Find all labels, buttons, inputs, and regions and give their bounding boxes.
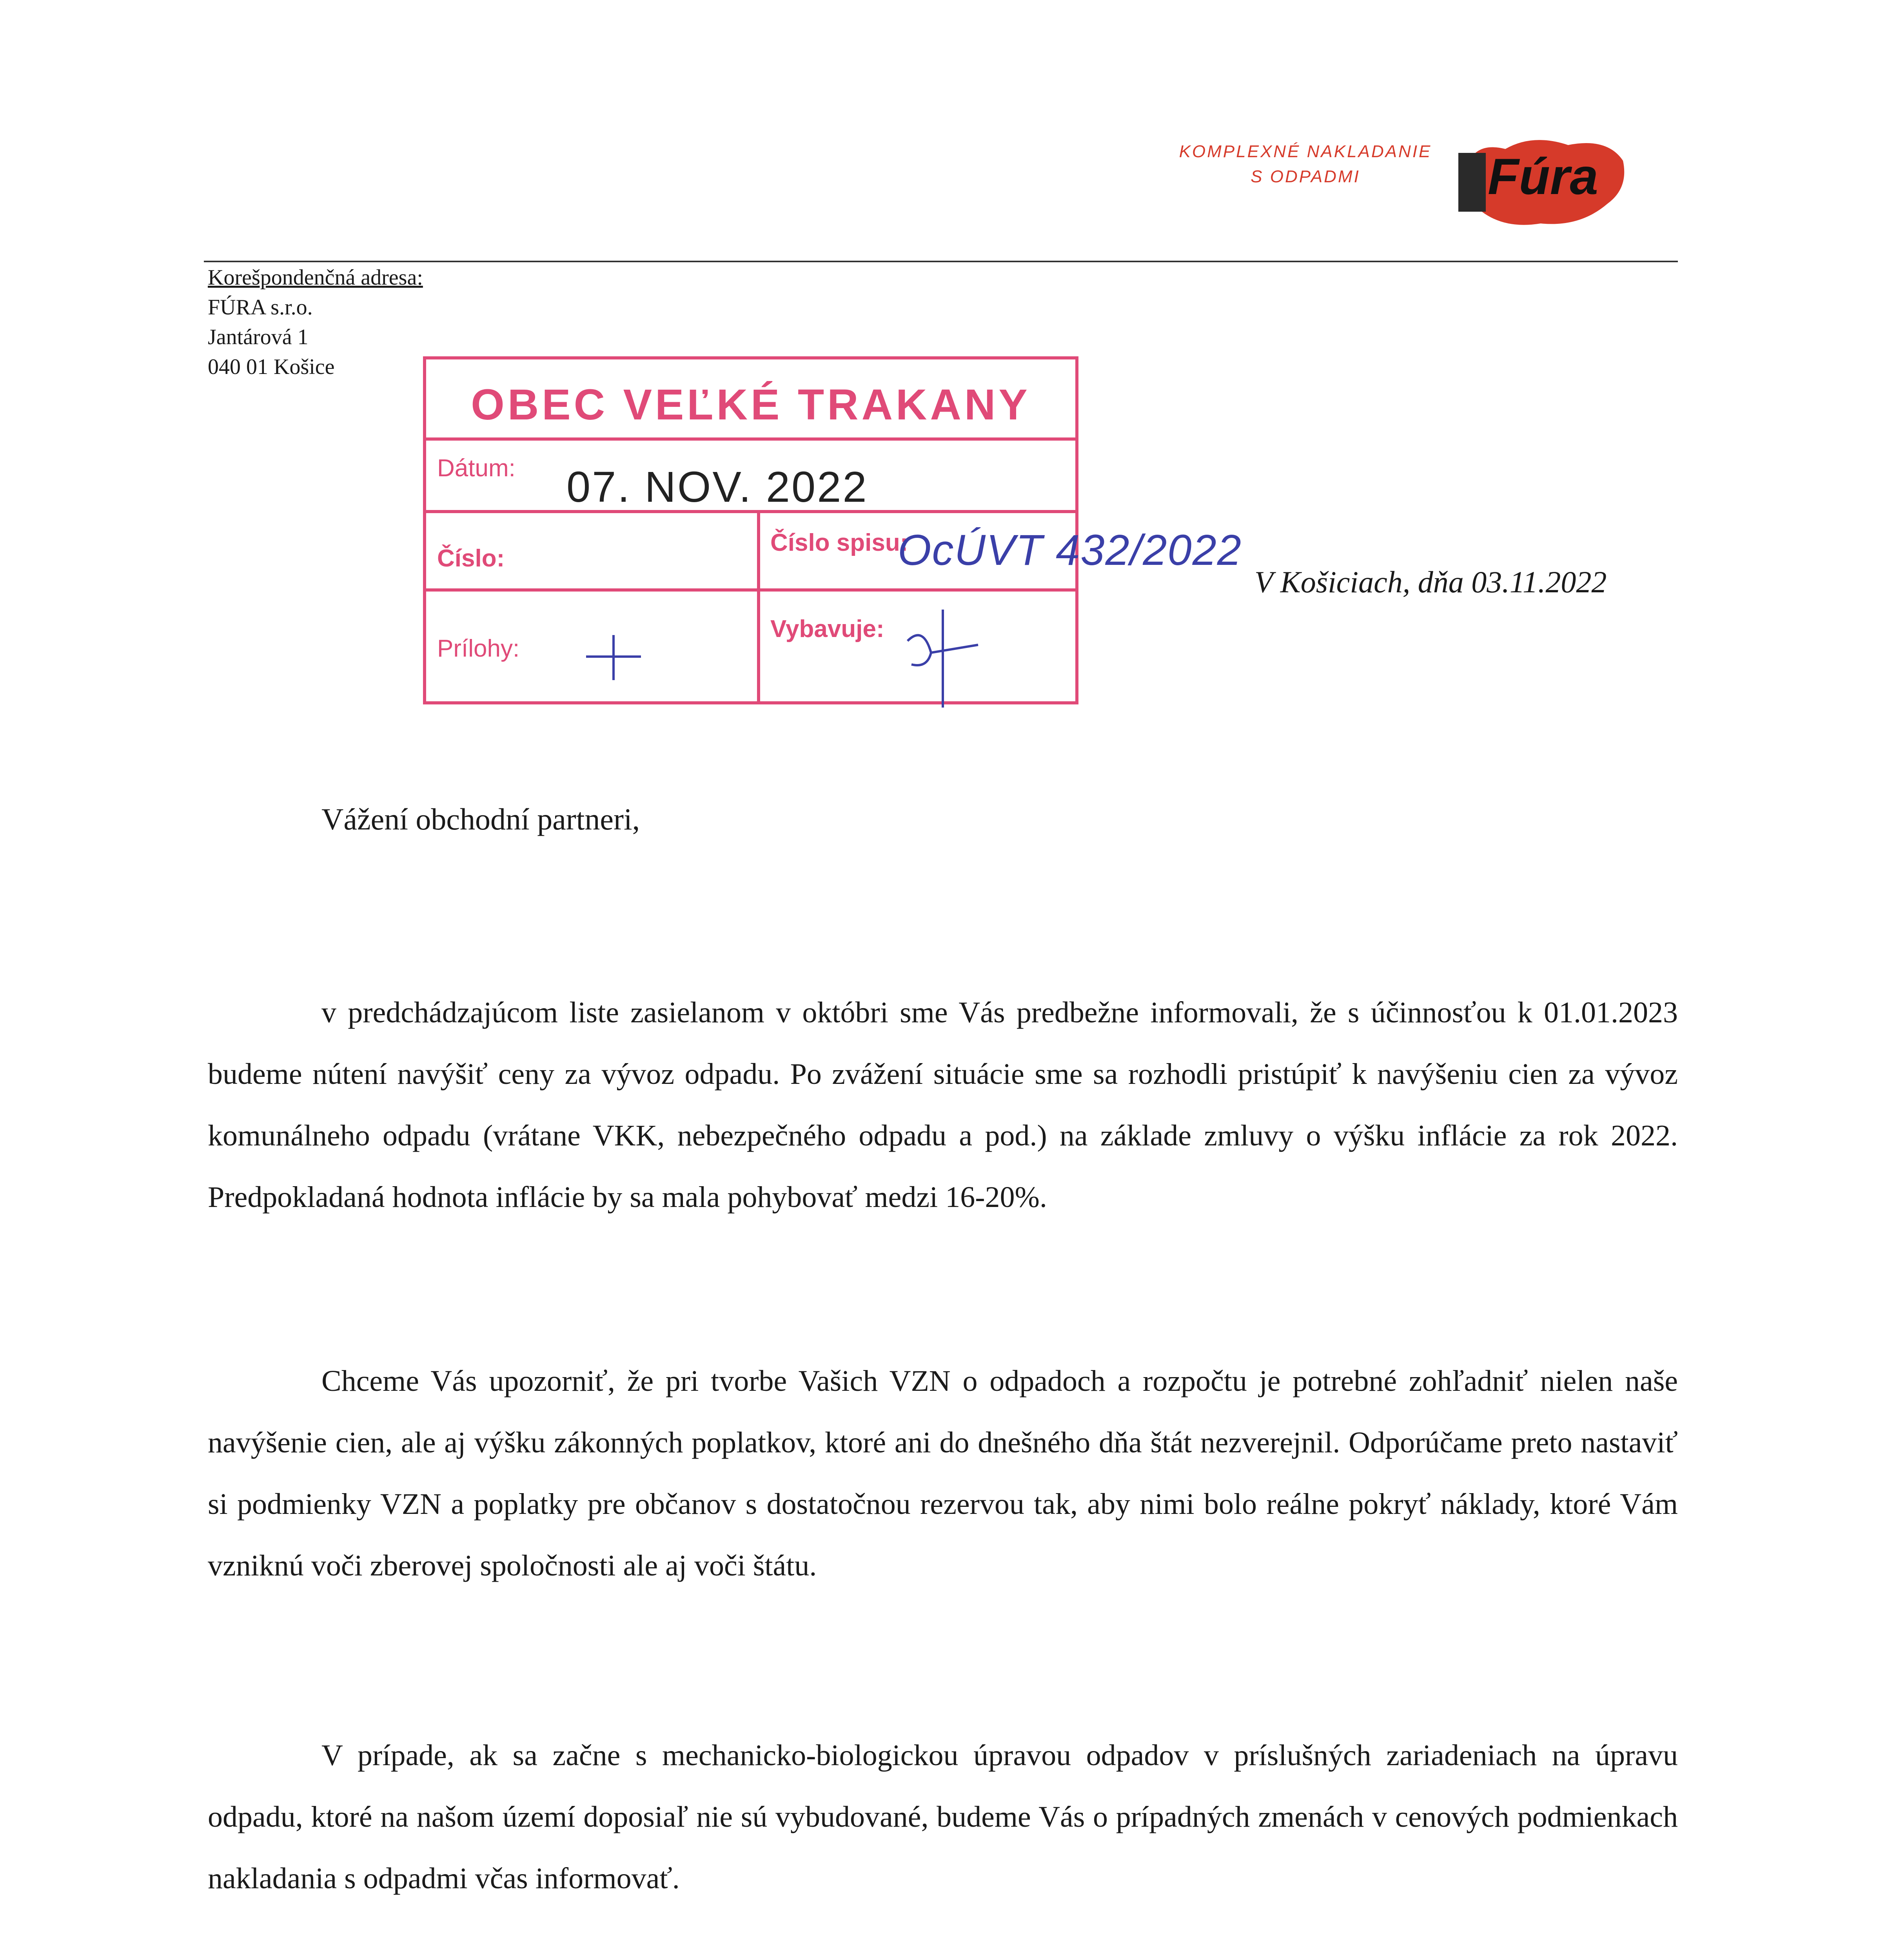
stamp-title: OBEC VEĽKÉ TRAKANY bbox=[471, 381, 1031, 429]
handwritten-file-number: OcÚVT 432/2022 bbox=[898, 526, 1242, 574]
stamp-file-label: Číslo spisu: bbox=[770, 529, 908, 556]
stamp-number-label: Číslo: bbox=[437, 545, 505, 572]
company-logo bbox=[1450, 125, 1631, 235]
logo-brand-text: Fúra bbox=[1488, 148, 1598, 205]
address-label: Korešpondenčná adresa: bbox=[208, 265, 423, 290]
logo-slogan-line2: S ODPADMI bbox=[1251, 167, 1360, 186]
body-paragraph-1: v predchádzajúcom liste zasielanom v októbri sme Vás predbežne informovali, že s účinnosťou k 01.01.2023 budeme nútení navýšiť ceny za vývoz odpadu. Po zvážení situácie sme sa rozhodli pristúpiť k navýšeniu cien za vývoz komunálneho odpadu (vrátane VKK, nebezpečného odpadu a pod.) na základe zmluvy o výšku inflácie za rok 2022. Predpokladaná hodnota inflácie by sa mala pohybovať medzi 16-20%. bbox=[208, 996, 1678, 1214]
header-divider bbox=[204, 261, 1678, 262]
address-company: FÚRA s.r.o. bbox=[208, 295, 313, 319]
logo-slogan-line1: KOMPLEXNÉ NAKLADANIE bbox=[1179, 142, 1432, 161]
correspondence-address bbox=[208, 263, 423, 382]
place-date: V Košiciach, dňa 03.11.2022 bbox=[1254, 565, 1607, 599]
logo-slogan bbox=[1164, 139, 1447, 189]
greeting: Vážení obchodní partneri, bbox=[321, 802, 640, 836]
stamp-date-label: Dátum: bbox=[437, 455, 516, 482]
body-paragraph-3: V prípade, ak sa začne s mechanicko-biologickou úpravou odpadov v príslušných zariadeniach na úpravu odpadu, ktoré na našom území doposiaľ nie sú vybudované, budeme Vás o prípadných zmenách v cenových podmienkach nakladania s odpadmi včas informovať. bbox=[208, 1739, 1678, 1895]
address-street: Jantárová 1 bbox=[208, 325, 309, 349]
address-city: 040 01 Košice bbox=[208, 355, 335, 379]
stamp-date-value: 07. NOV. 2022 bbox=[566, 463, 868, 511]
stamp-attachments-label: Prílohy: bbox=[437, 635, 520, 662]
body-paragraph-2: Chceme Vás upozorniť, že pri tvorbe Vašich VZN o odpadoch a rozpočtu je potrebné zohľadniť nielen naše navýšenie cien, ale aj výšku zákonných poplatkov, ktoré ani do dnešného dňa štát nezverejnil. Odporúčame preto nastaviť si podmienky VZN a poplatky pre občanov s dostatočnou rezervou tak, aby nimi bolo reálne pokryť náklady, ktoré Vám vzniknú voči zberovej spoločnosti ale aj voči štátu. bbox=[208, 1365, 1678, 1582]
stamp-handles-label: Vybavuje: bbox=[770, 615, 884, 642]
